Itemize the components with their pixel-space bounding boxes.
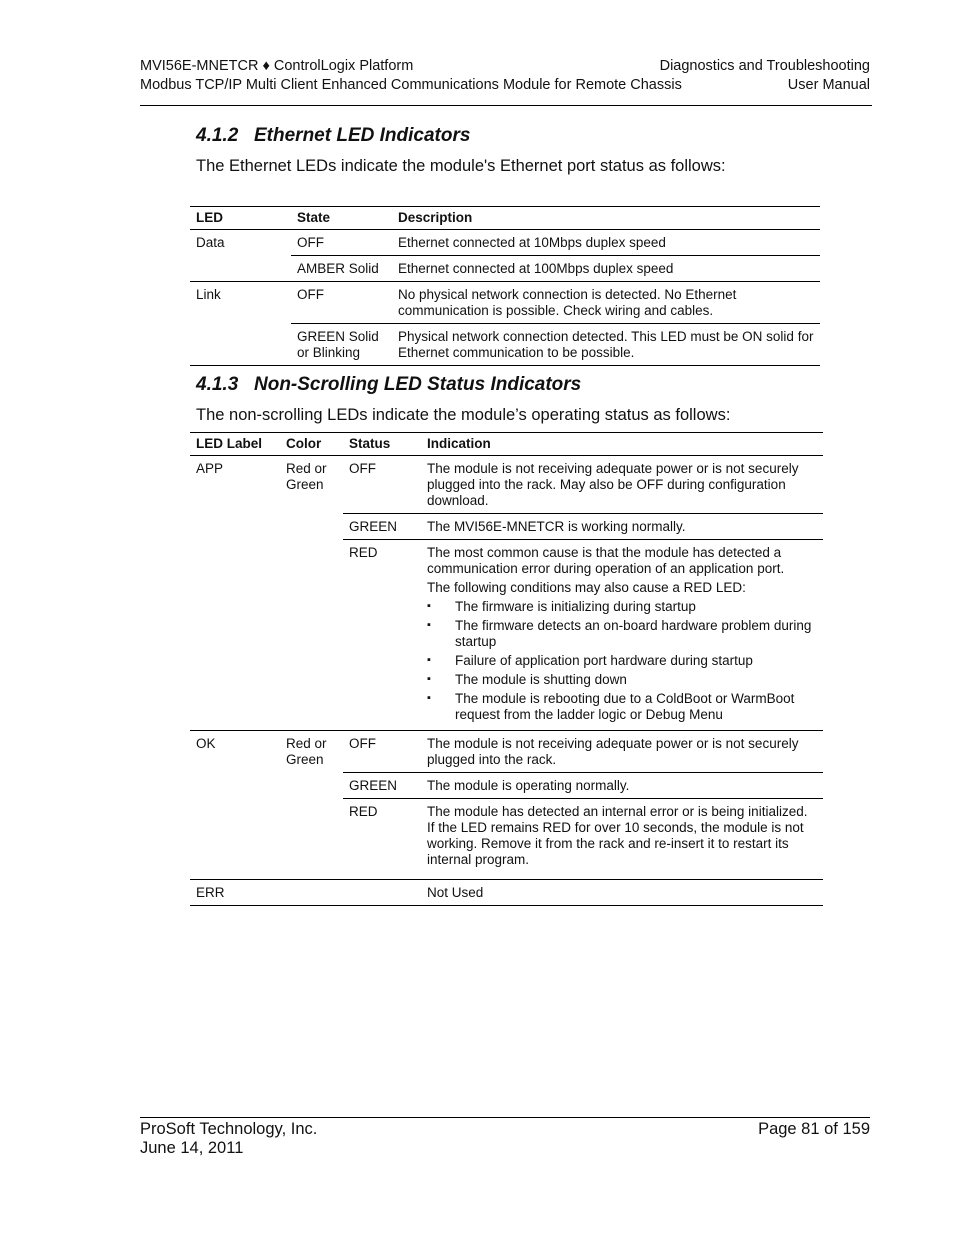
- table-row: [190, 256, 820, 282]
- section-heading-non-scrolling-led: [196, 374, 581, 396]
- led-cell: [190, 324, 291, 366]
- state-cell: OFF: [297, 235, 324, 250]
- indication-paragraph: The most common cause is that the module has detected a communication error during operation of an application port.: [427, 545, 785, 576]
- page-footer: [140, 1120, 870, 1158]
- indication-cell: The MVI56E-MNETCR is working normally.: [421, 514, 823, 540]
- table-row: [190, 880, 823, 906]
- column-header: LED: [190, 207, 291, 230]
- table-row: [190, 230, 820, 256]
- page-number: Page 81 of 159: [758, 1120, 870, 1138]
- status-cell: GREEN: [343, 514, 421, 540]
- state-cell: GREEN Solid or Blinking: [291, 324, 392, 366]
- indication-cell: The module is not receiving adequate power or is not securely plugged into the rack. May also be OFF during configuration download.: [427, 461, 799, 508]
- description-cell: No physical network connection is detected. No Ethernet communication is possible. Check wiring and cables.: [392, 282, 820, 324]
- section-intro: The non-scrolling LEDs indicate the module’s operating status as follows:: [196, 406, 731, 424]
- description-cell: Ethernet connected at 10Mbps duplex speed: [398, 235, 666, 250]
- status-led-table: [190, 432, 823, 906]
- column-header: Description: [392, 207, 820, 230]
- status-cell: OFF: [343, 731, 421, 773]
- led-cell: Link: [190, 282, 291, 324]
- condition-list: [427, 599, 817, 723]
- section-number: 4.1.3: [196, 374, 239, 395]
- section-heading-ethernet-led: [196, 125, 470, 147]
- footer-company: ProSoft Technology, Inc.: [140, 1120, 318, 1138]
- section-intro: The Ethernet LEDs indicate the module's Ethernet port status as follows:: [196, 157, 726, 175]
- section-title: Non-Scrolling LED Status Indicators: [254, 374, 582, 395]
- led-label-cell: APP: [196, 461, 224, 476]
- header-chapter: Diagnostics and Troubleshooting: [659, 58, 870, 74]
- column-header: State: [291, 207, 392, 230]
- state-cell: AMBER Solid: [291, 256, 392, 282]
- color-cell: [280, 880, 343, 906]
- indication-cell: Not Used: [421, 880, 823, 906]
- status-cell: OFF: [349, 461, 376, 476]
- list-item: ▪ The module is rebooting due to a ColdBoot or WarmBoot request from the ladder logic or Debug Menu: [427, 691, 817, 723]
- indication-cell: The module has detected an internal error or is being initialized. If the LED remains RED for over 10 seconds, the module is not working. Remove it from the rack and re-insert it to restart its internal program.: [421, 799, 823, 880]
- footer-divider: [140, 1117, 870, 1118]
- table-row: [190, 456, 823, 514]
- table-row: [190, 282, 820, 324]
- status-cell: GREEN: [343, 773, 421, 799]
- table-row: [190, 731, 823, 773]
- table-row: [190, 324, 820, 366]
- section-number: 4.1.2: [196, 125, 239, 146]
- header-divider: [140, 105, 872, 106]
- list-item: ▪ The module is shutting down: [427, 672, 817, 688]
- description-cell: Ethernet connected at 100Mbps duplex speed: [392, 256, 820, 282]
- led-label-cell: ERR: [190, 880, 280, 906]
- status-cell: RED: [343, 799, 421, 880]
- column-header: LED Label: [190, 433, 280, 456]
- status-cell: [343, 880, 421, 906]
- color-cell: Red or Green: [286, 461, 327, 492]
- table-header-row: [190, 433, 823, 456]
- header-doc-type: User Manual: [787, 77, 870, 93]
- description-cell: Physical network connection detected. This LED must be ON solid for Ethernet communication to be possible.: [392, 324, 820, 366]
- state-cell: OFF: [291, 282, 392, 324]
- table-header-row: [190, 207, 820, 230]
- led-cell: Data: [196, 235, 225, 250]
- column-header: Status: [343, 433, 421, 456]
- list-item: ▪ The firmware detects an on-board hardware problem during startup: [427, 618, 817, 650]
- list-item: ▪ Failure of application port hardware during startup: [427, 653, 817, 669]
- indication-paragraph: The following conditions may also cause a RED LED:: [427, 580, 746, 595]
- indication-cell: The module is not receiving adequate power or is not securely plugged into the rack.: [421, 731, 823, 773]
- column-header: Indication: [421, 433, 823, 456]
- color-cell: Red or Green: [280, 731, 343, 880]
- list-item: ▪ The firmware is initializing during startup: [427, 599, 817, 615]
- header-product: MVI56E-MNETCR ♦ ControlLogix Platform: [140, 58, 414, 74]
- status-cell: RED: [343, 540, 421, 731]
- led-label-cell: OK: [190, 731, 280, 880]
- section-title: Ethernet LED Indicators: [254, 125, 471, 146]
- indication-cell: [421, 540, 823, 731]
- page-header: [140, 57, 870, 95]
- column-header: Color: [280, 433, 343, 456]
- footer-date: June 14, 2011: [140, 1139, 244, 1157]
- ethernet-led-table: [190, 206, 820, 366]
- led-cell: [190, 256, 291, 282]
- indication-cell: The module is operating normally.: [421, 773, 823, 799]
- header-product-desc: Modbus TCP/IP Multi Client Enhanced Communications Module for Remote Chassis: [140, 77, 682, 93]
